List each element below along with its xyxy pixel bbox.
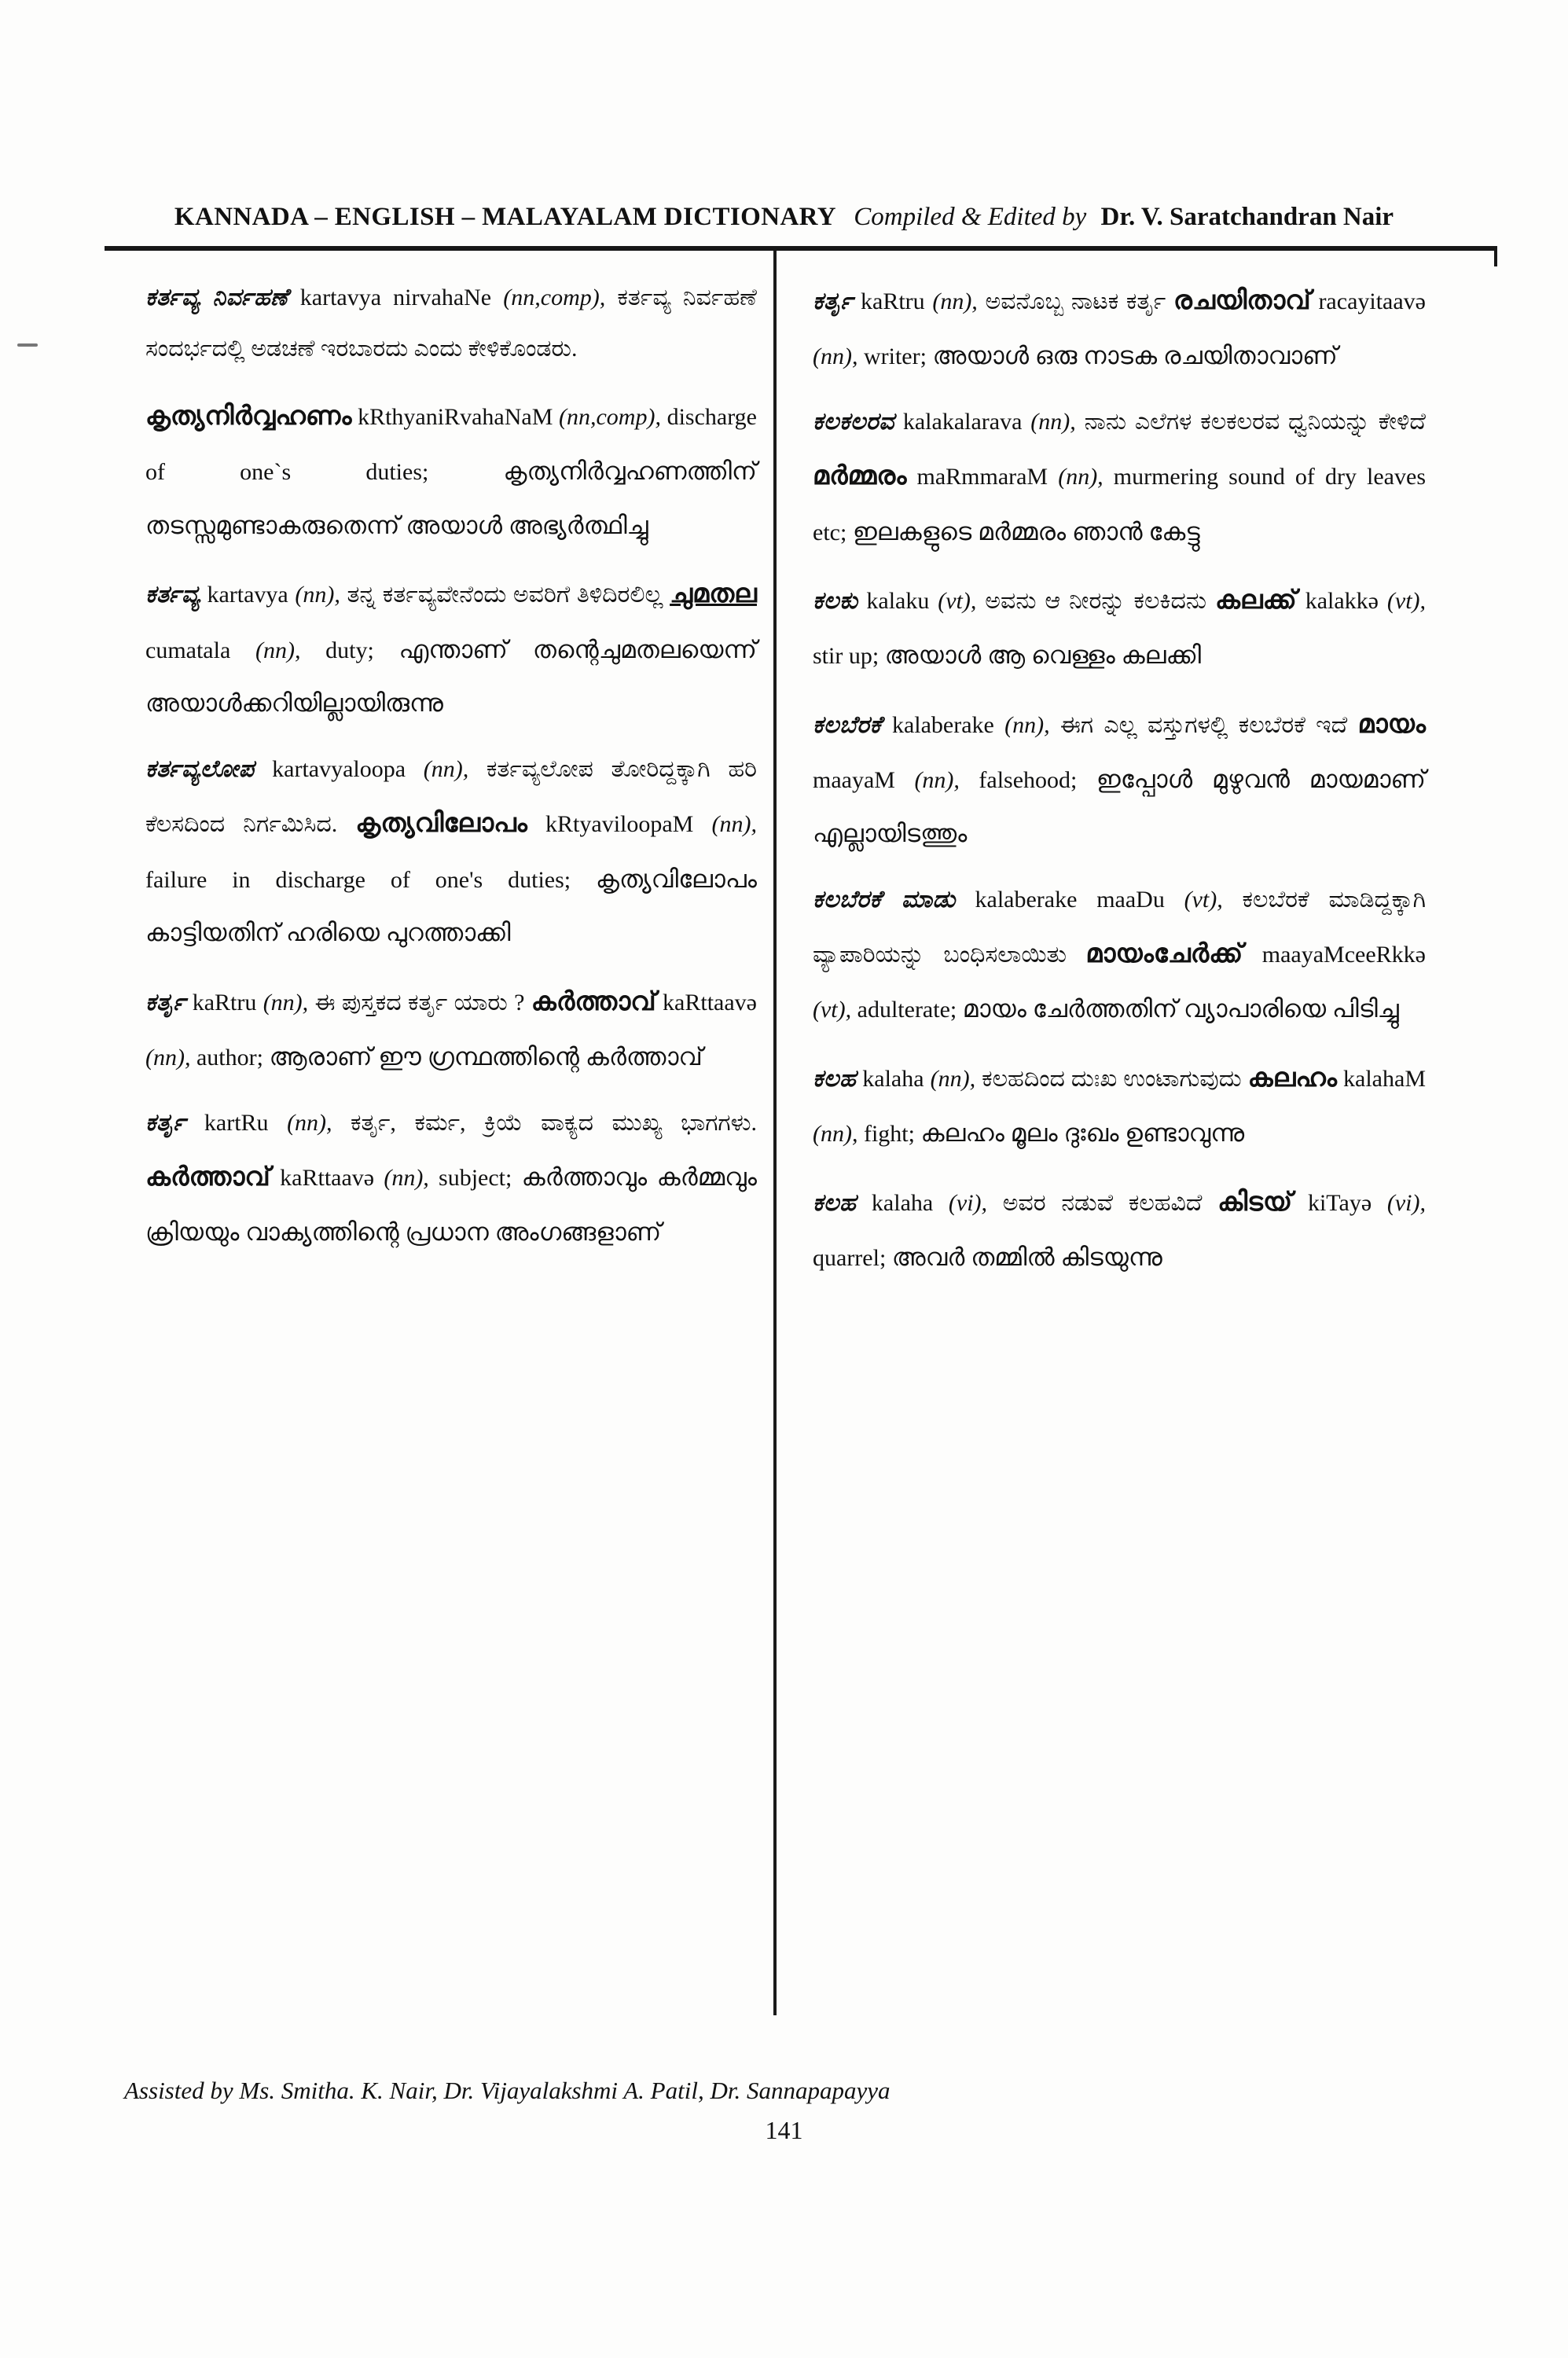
headword: ಕರ್ತವ್ಯ ನಿರ್ವಹಣೆ (145, 285, 288, 310)
entry-text: kalaberake maaDu (955, 886, 1184, 913)
column-divider (773, 251, 777, 2015)
entry-text: ನಾನು ಎಲೆಗಳ ಕಲಕಲರವ ಧ್ವನಿಯನ್ನು ಕೇಳಿದೆ (1075, 408, 1426, 435)
dictionary-entry (145, 973, 757, 1085)
grammar-tag: (nn), (255, 637, 301, 663)
entry-text: kalakalarava (894, 408, 1031, 435)
entry-text: ಕರ್ತೃ, ಕರ್ಮ, ಕ್ರಿಯೆ ವಾಕ್ಯದ ಮುಖ್ಯ ಭಾಗಗಳು. (332, 1109, 757, 1136)
entry-text: maayaM (813, 767, 915, 794)
entry-text: kaRtru (185, 989, 263, 1016)
grammar-tag: (nn), (287, 1109, 332, 1136)
entry-text: failure in discharge of one's duties; (145, 866, 597, 893)
dictionary-entry (813, 272, 1426, 384)
entry-text: kalaha (856, 1065, 931, 1092)
entry-text: ഇലകളുടെ മർമ്മരം ഞാൻ കേട്ടു (852, 517, 1200, 545)
entry-text: murmering sound of dry leaves etc; (813, 464, 1426, 545)
entry-text: കൃത്യവിലോപം കാട്ടിയതിന് ഹരിയെ പുറത്താക്കി (145, 865, 757, 947)
dictionary-entry (145, 565, 757, 731)
header-rule-tick (1494, 246, 1497, 266)
headword: ಕರ್ತೃ (813, 288, 854, 314)
entry-text: kartavyaloopa (254, 755, 424, 782)
grammar-tag: (nn), (932, 288, 978, 314)
column-left (145, 272, 757, 1273)
dictionary-entry (813, 1049, 1426, 1161)
entry-text: ಕಲಹದಿಂದ ದುಃಖ ಉಂಟಾಗುವುದು (975, 1065, 1248, 1092)
assisted-by-line: Assisted by Ms. Smitha. K. Nair, Dr. Vijayalakshmi A. Patil, Dr. Sannapapayya (124, 2077, 890, 2104)
grammar-tag: (nn), (145, 1045, 191, 1071)
headword: മായം (1357, 710, 1426, 740)
grammar-tag: (nn), (930, 1065, 976, 1092)
headword: കലക്ക് (1214, 586, 1297, 615)
grammar-tag: (vi), (948, 1189, 988, 1216)
grammar-tag: (nn), (813, 1121, 858, 1148)
entry-text: kalaberake (881, 712, 1005, 739)
entry-text: അയാൾ ഒരു നാടക രചയിതാവാണ് (932, 342, 1338, 370)
entry-text: kaRtru (853, 288, 933, 314)
grammar-tag: (nn), (423, 755, 469, 782)
dictionary-entry (813, 696, 1426, 861)
dictionary-entry (813, 396, 1426, 559)
grammar-tag: (nn), (263, 989, 309, 1016)
entry-text: kRthyaniRvahaNaM (351, 403, 559, 430)
entry-text: discharge of one`s duties; (145, 403, 757, 486)
entry-text: കലഹം മൂലം ദുഃഖം ഉണ്ടാവുന്നു (920, 1119, 1245, 1148)
headword: ಕಲಹ (813, 1189, 857, 1216)
headword: കർത്താവ് (531, 986, 656, 1016)
entry-text: ಅವನು ಆ ನೀರನ್ನು ಕಲಕಿದನು (976, 588, 1215, 615)
entry-text: kalaha (856, 1189, 949, 1216)
entry-text: കൃത്യനിർവ്വഹണത്തിന് തടസ്സമുണ്ടാകരുതെന്ന് അയാൾ അഭ്യർത്ഥിച്ചു (145, 457, 757, 539)
entry-text: kalaku (857, 588, 938, 615)
entry-text: maayaMceeRkkə (1243, 942, 1426, 968)
entry-text: ಕಲಬೆರಕೆ ಮಾಡಿದ್ದಕ್ಕಾಗಿ ವ್ಯಾಪಾರಿಯನ್ನು ಬಂಧಿಸಲಾಯಿತು (813, 886, 1426, 968)
headword: ಕಲಬೆರಕೆ (813, 712, 882, 739)
entry-text: writer; (857, 343, 933, 370)
dictionary-entry (145, 1097, 757, 1260)
entry-text: kRtyaviloopaM (527, 811, 712, 838)
dictionary-entry (145, 744, 757, 960)
entry-text: kalahaM (1337, 1065, 1426, 1092)
entry-text: racayitaavə (1310, 288, 1426, 314)
entry-text: cumatala (145, 637, 255, 663)
column-right (813, 272, 1426, 1298)
entry-text: adulterate; (851, 997, 963, 1023)
grammar-tag: (nn), (1058, 464, 1103, 490)
entry-text: fight; (857, 1121, 921, 1148)
entry-text: kartavya (200, 582, 296, 608)
headword: കിടയ് (1217, 1187, 1293, 1217)
grammar-tag: (vi), (1386, 1189, 1426, 1216)
entry-text: ഇപ്പോൾ മുഴുവൻ മായമാണ് എല്ലായിടത്തും (813, 766, 1426, 847)
entry-text: ಈಗ ಎಲ್ಲ ವಸ್ತುಗಳಲ್ಲಿ ಕಲಬೆರಕೆ ಇದೆ (1049, 712, 1358, 739)
headword: ಕಲಕು (813, 588, 858, 615)
entry-text: author; (190, 1045, 270, 1071)
entry-text: falsehood; (959, 767, 1096, 794)
headword: ಕಲಹ (813, 1065, 857, 1092)
entry-text: kaRttaavə (655, 989, 757, 1016)
entry-text: അയാൾ ആ വെള്ളം കലക്കി (884, 641, 1202, 670)
dictionary-title: KANNADA – ENGLISH – MALAYALAM DICTIONARY (174, 203, 836, 231)
headword: കലഹം (1247, 1063, 1337, 1093)
entry-text: ಅವರ ನಡುವೆ ಕಲಹವಿದೆ (987, 1189, 1218, 1216)
entry-text: ತನ್ನ ಕರ್ತವ್ಯವೇನೆಂದು ಅವರಿಗೆ ತಿಳಿದಿರಲಿಲ್ಲ (340, 582, 670, 608)
dictionary-entry (813, 874, 1426, 1037)
entry-text: ಕರ್ತವ್ಯ ನಿರ್ವಹಣೆ ಸಂದರ್ಭದಲ್ಲಿ ಅಡಚಣೆ ಇರಬಾರದು ಎಂದು ಕೇಳಿಕೊಂಡರು. (145, 285, 758, 362)
headword: ಕರ್ತವ್ಯ (145, 582, 200, 608)
entry-text: duty; (300, 637, 399, 663)
headword: ಕರ್ತೃ (145, 989, 186, 1016)
dictionary-entry (813, 1173, 1426, 1285)
entry-text: മായം ചേർത്തതിന് വ്യാപാരിയെ പിടിച്ചു (962, 995, 1399, 1023)
entry-text: ആരാണ് ഈ ഗ്രന്ഥത്തിന്റെ കർത്താവ് (269, 1043, 703, 1071)
grammar-tag: (nn,comp), (559, 403, 661, 430)
headword: ಕಲಬೆರಕೆ ಮಾಡು (813, 886, 956, 913)
headword: കൃത്യവിലോപം (355, 809, 527, 839)
headword: രചയിതാവ് (1173, 286, 1311, 315)
dictionary-entry (813, 571, 1426, 683)
grammar-tag: (nn), (813, 343, 858, 370)
headword: ಕರ್ತೃ (145, 1109, 186, 1136)
grammar-tag: (nn), (384, 1165, 429, 1192)
headword: മർമ്മരം (813, 461, 907, 491)
entry-text: kaRttaavə (270, 1165, 384, 1192)
entry-text: അവർ തമ്മിൽ കിടയുന്നു (891, 1243, 1162, 1272)
grammar-tag: (vt), (938, 588, 977, 615)
entry-text: ಕರ್ತವ್ಯಲೋಪ ತೋರಿದ್ದಕ್ಕಾಗಿ ಹರಿ ಕೆಲಸದಿಂದ ನಿರ್ಗಮಿಸಿದ. (145, 755, 757, 838)
entry-text: എന്താണ് തന്റെചുമതലയെന്ന് അയാൾക്കറിയില്ലായിരുന്നു (145, 635, 757, 718)
header-rule (105, 246, 1497, 251)
grammar-tag: (nn), (914, 767, 960, 794)
headword: ചുമതല (670, 579, 757, 609)
headword: കൃത്യനിർവ്വഹണം (145, 401, 352, 431)
entry-text: maRmmaraM (906, 464, 1059, 490)
grammar-tag: (nn), (1030, 408, 1076, 435)
headword: ಕರ್ತವ್ಯಲೋಪ (145, 755, 255, 782)
grammar-tag: (nn), (711, 811, 757, 838)
headword: കർത്താവ് (145, 1162, 270, 1192)
entry-text: kiTayə (1292, 1189, 1387, 1216)
grammar-tag: (nn), (1004, 712, 1050, 739)
entry-text: quarrel; (813, 1245, 892, 1272)
entry-text: kartRu (185, 1109, 288, 1136)
dictionary-entry (145, 272, 757, 375)
compiled-by-label: Compiled & Edited by (854, 203, 1087, 231)
grammar-tag: (nn,comp), (503, 285, 606, 310)
grammar-tag: (nn), (295, 582, 340, 608)
entry-text: ಅವನೊಬ್ಬ ನಾಟಕ ಕರ್ತೃ (977, 288, 1173, 314)
page-number: 141 (765, 2116, 803, 2144)
headword: ಕಲಕಲರವ (813, 408, 895, 435)
dictionary-entry (145, 387, 757, 553)
entry-text: subject; (428, 1165, 522, 1192)
entry-text: കർത്താവും കർമ്മവും ക്രിയയും വാക്യത്തിന്റെ പ്രധാന അംഗങ്ങളാണ് (145, 1163, 757, 1247)
grammar-tag: (vt), (1184, 886, 1223, 913)
scan-artifact-dash (17, 343, 38, 347)
grammar-tag: (vt), (1386, 588, 1427, 615)
page-header (0, 203, 1568, 232)
headword: മായംചേർക്ക് (1085, 939, 1243, 968)
editor-name: Dr. V. Saratchandran Nair (1100, 203, 1394, 231)
grammar-tag: (vt), (813, 997, 852, 1023)
entry-text: ಈ ಪುಸ್ತಕದ ಕರ್ತೃ ಯಾರು ? (308, 989, 531, 1016)
entry-text: kalakkə (1296, 588, 1387, 615)
entry-text: kartavya nirvahaNe (288, 285, 504, 310)
entry-text: stir up; (813, 643, 885, 670)
